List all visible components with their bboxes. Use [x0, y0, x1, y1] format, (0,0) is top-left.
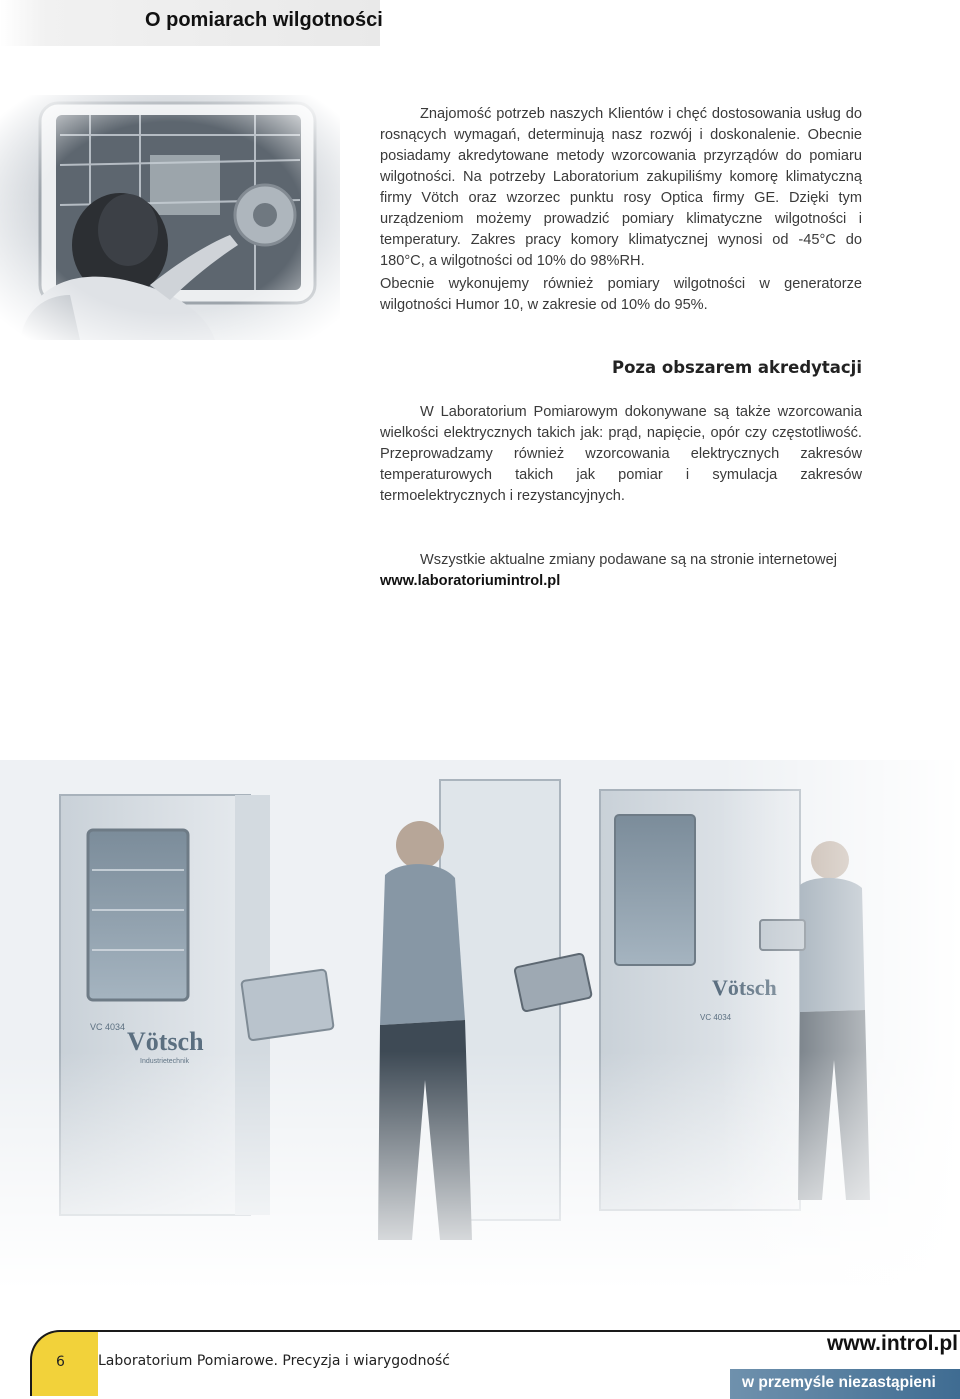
non-accredited-heading: Poza obszarem akredytacji — [612, 358, 862, 377]
page-title: O pomiarach wilgotności — [145, 9, 383, 31]
laboratory-website-link[interactable]: www.laboratoriumintrol.pl — [380, 573, 561, 589]
updates-paragraph — [380, 550, 862, 592]
page-number: 6 — [56, 1354, 65, 1370]
intro-paragraph: Znajomość potrzeb naszych Klientów i chęć dostosowania usług do rosnących wymagań, determinują nasz rozwój i doskonalenie. Obecnie posiadamy akredytowane metody wzorcowania przyrządów do pomiaru wilgotności. Na potrzeby Laboratorium zakupiliśmy komorę klimatyczną firmy Vötch oraz wzorzec punktu rosy Optica firmy GE. Dzięki tym urządzeniom możemy prowadzić pomiary klimatyczne wilgotności i temperatury. Zakres pracy komory klimatycznej wynosi od -45°C do 180°C, a wilgotności od 10% do 98%RH. — [380, 106, 862, 269]
climate-chambers-photo — [0, 760, 960, 1290]
non-accredited-paragraph: W Laboratorium Pomiarowym dokonywane są także wzorcowania wielkości elektrycznych takich jak: prąd, napięcie, opór czy częstotliwość. Przeprowadzamy również wzorcowania elektrycznych zakresów temperaturowych takich jak pomiar i symulacja zakresów termoelektrycznych i rezystancyjnych. — [380, 404, 862, 504]
technician-at-chamber-photo — [0, 95, 340, 340]
humidity-generator-paragraph: Obecnie wykonujemy również pomiary wilgotności w generatorze wilgotności Humor 10, w zakresie od 10% do 95%. — [380, 276, 862, 313]
company-website-link[interactable]: www.introl.pl — [826, 1332, 958, 1355]
slogan-bar — [730, 1369, 960, 1399]
footer-tagline: Laboratorium Pomiarowe. Precyzja i wiarygodność — [98, 1353, 450, 1369]
company-slogan: w przemyśle niezastąpieni — [742, 1374, 936, 1391]
page-number-tab — [30, 1330, 98, 1396]
updates-text: Wszystkie aktualne zmiany podawane są na stronie internetowej — [420, 552, 837, 568]
